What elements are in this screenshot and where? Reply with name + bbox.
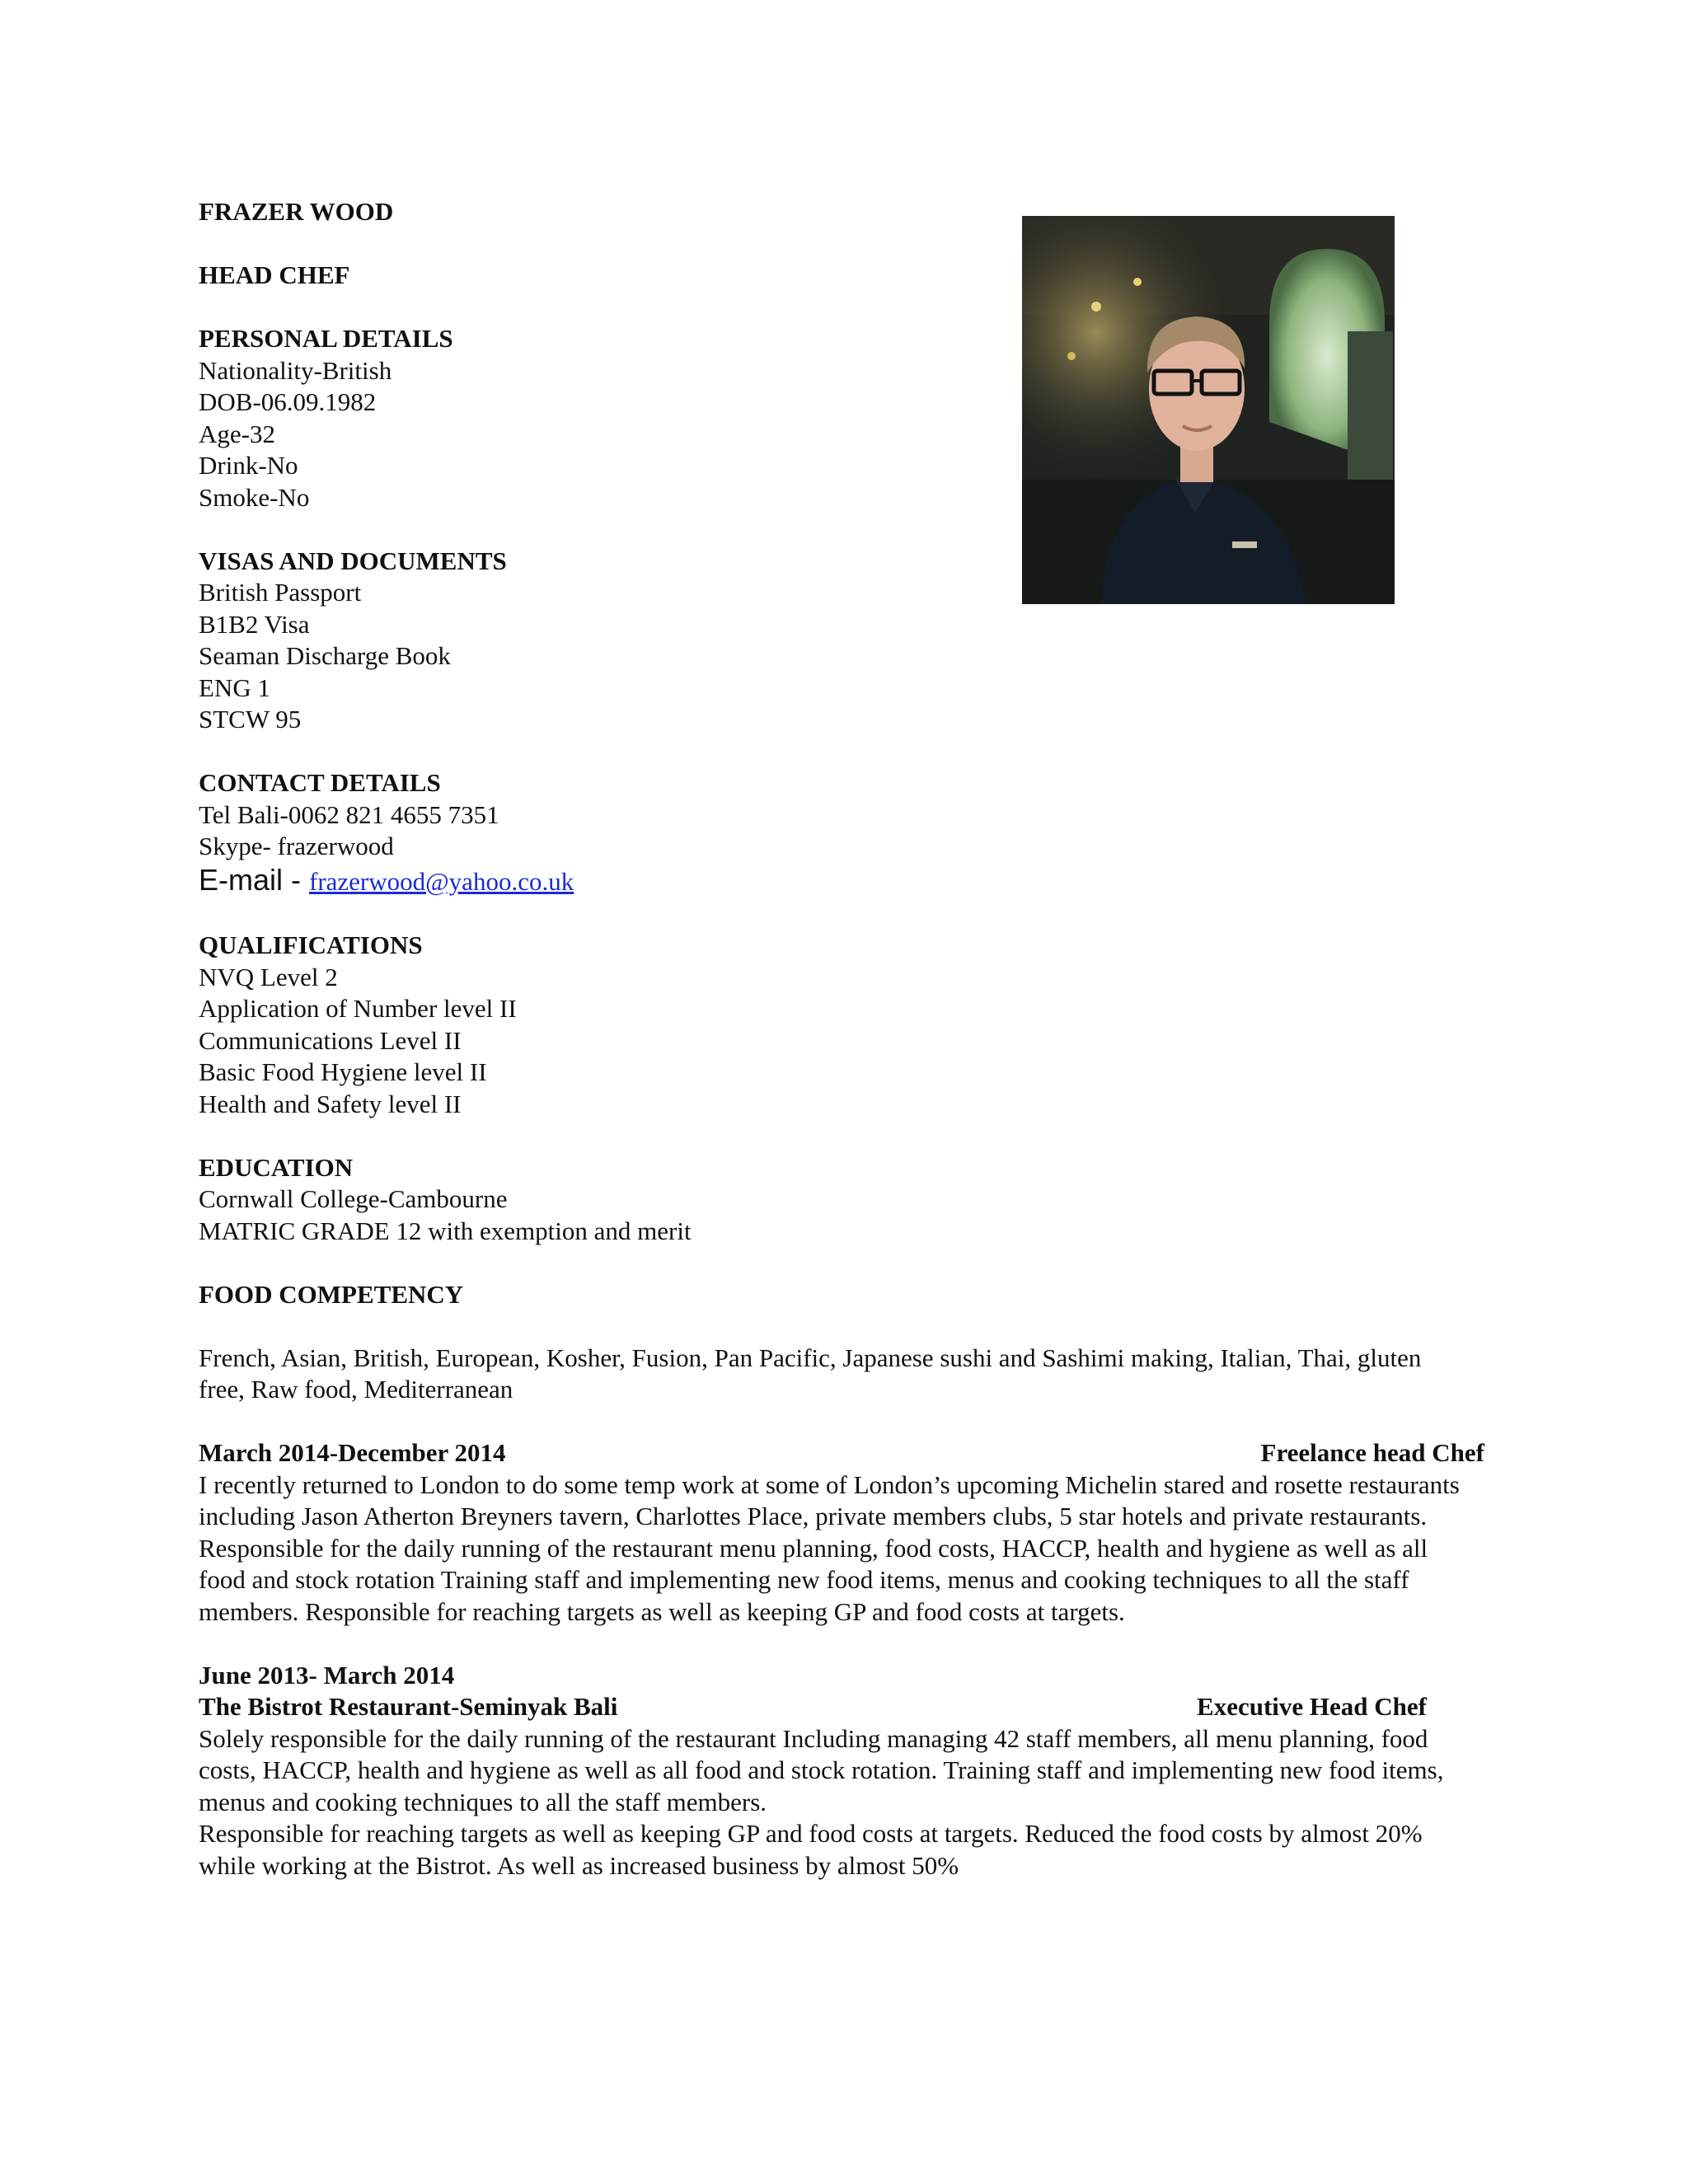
personal-item: DOB-06.09.1982 <box>199 387 377 416</box>
job-2-dates: June 2013- March 2014 <box>199 1660 455 1690</box>
visas-heading: VISAS AND DOCUMENTS <box>199 546 507 575</box>
education-heading: EDUCATION <box>199 1152 354 1182</box>
personal-item: Smoke-No <box>199 482 310 512</box>
personal-details-heading: PERSONAL DETAILS <box>199 324 453 353</box>
visa-item: Seaman Discharge Book <box>199 641 451 670</box>
candidate-name: FRAZER WOOD <box>199 197 394 226</box>
job-1-role: Freelance head Chef <box>1260 1438 1484 1467</box>
visa-item: ENG 1 <box>199 673 270 702</box>
visa-item: STCW 95 <box>199 705 302 733</box>
contact-tel: Tel Bali-0062 821 4655 7351 <box>199 799 499 829</box>
contact-skype: Skype- frazerwood <box>199 832 394 860</box>
contact-email-row <box>199 863 1484 898</box>
food-competency-text: French, Asian, British, European, Kosher, Fusion, Pan Pacific, Japanese sushi and Sashimi making, Italian, Thai, gluten free, Raw food, Mediterranean <box>199 1343 1422 1404</box>
job-2-header <box>199 1691 1427 1723</box>
job-title: HEAD CHEF <box>199 260 350 289</box>
job-1-header <box>199 1437 1484 1469</box>
food-competency-heading: FOOD COMPETENCY <box>199 1279 464 1309</box>
email-label: E-mail - <box>199 862 309 897</box>
job-2-place: The Bistrot Restaurant-Seminyak Bali <box>199 1692 618 1721</box>
job-2-role: Executive Head Chef <box>1197 1692 1427 1721</box>
visa-item: B1B2 Visa <box>199 609 310 639</box>
job-1-dates: March 2014-December 2014 <box>199 1438 506 1467</box>
qualification-item: Basic Food Hygiene level II <box>199 1057 487 1086</box>
personal-item: Age-32 <box>199 419 275 448</box>
email-link[interactable]: frazerwood@yahoo.co.uk <box>309 866 574 896</box>
qualification-item: Application of Number level II <box>199 994 517 1023</box>
contact-heading: CONTACT DETAILS <box>199 768 441 797</box>
resume-body <box>199 196 1484 1882</box>
job-2-description-2: Responsible for reaching targets as well as keeping GP and food costs at targets. Reduced the food costs by almost 20% while working at the Bistrot. As well as increased business by almost 50% <box>199 1819 1423 1880</box>
qualification-item: NVQ Level 2 <box>199 962 338 991</box>
education-item: Cornwall College-Cambourne <box>199 1184 508 1213</box>
job-2-description: Solely responsible for the daily running of the restaurant Including managing 42 staff members, all menu planning, food costs, HACCP, health and hygiene as well as all food and stock rotation. Training staff and implementing new food items, menus and cooking techniques to all the staff members. <box>199 1723 1444 1816</box>
qualification-item: Communications Level II <box>199 1025 462 1055</box>
visa-item: British Passport <box>199 578 362 607</box>
qualification-item: Health and Safety level II <box>199 1089 462 1118</box>
personal-item: Drink-No <box>199 451 298 480</box>
qualifications-heading: QUALIFICATIONS <box>199 930 423 959</box>
education-item: MATRIC GRADE 12 with exemption and merit <box>199 1216 692 1245</box>
job-1-description: I recently returned to London to do some temp work at some of London’s upcoming Michelin stared and rosette restaurants including Jason Atherton Breyners tavern, Charlottes Place, private members clubs, 5 star hotels and private restaurants. Responsible for the daily running of the restaurant menu planning, food costs, HACCP, health and hygiene as well as all food and stock rotation Training staff and implementing new food items, menus and cooking techniques to all the staff members. Responsible for reaching targets as well as keeping GP and food costs at targets. <box>199 1469 1460 1626</box>
personal-item: Nationality-British <box>199 355 392 385</box>
